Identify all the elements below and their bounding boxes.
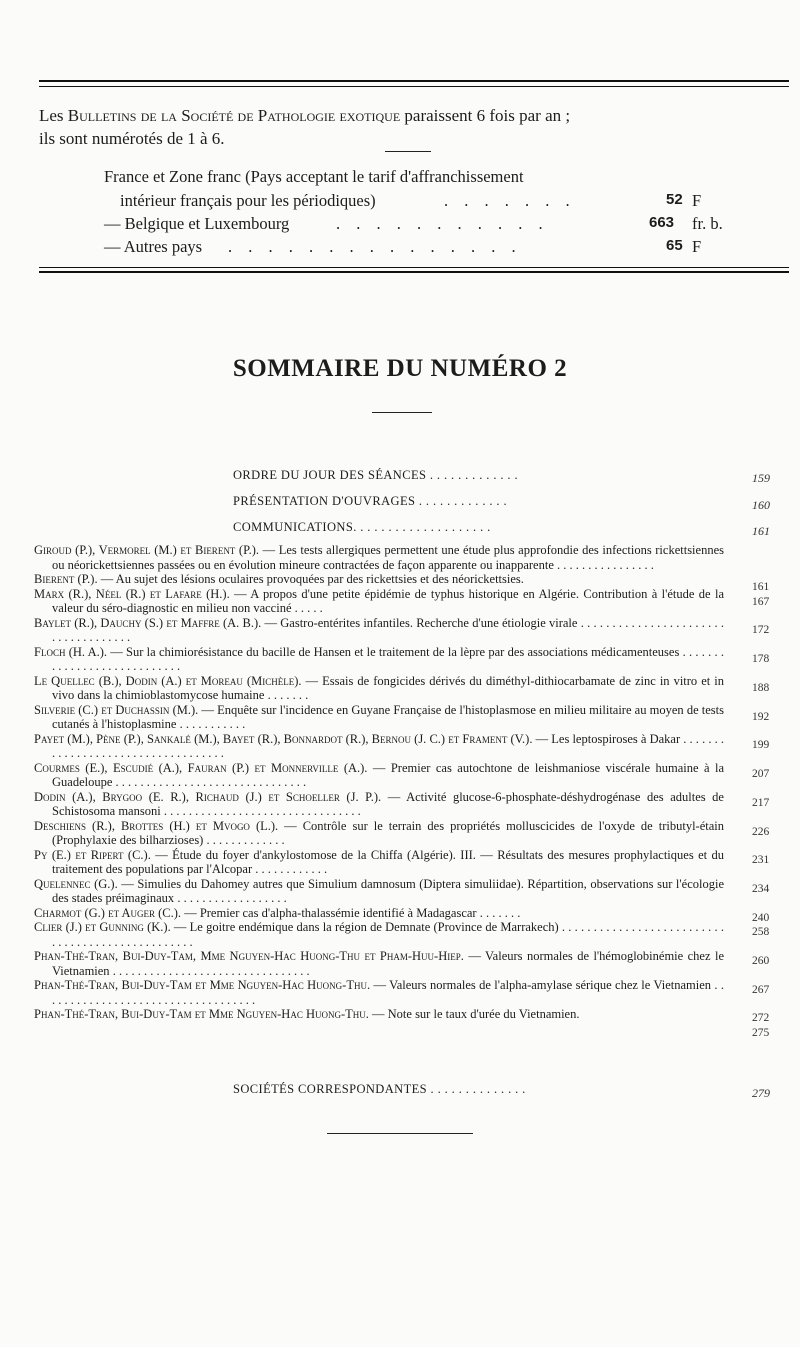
- entry-title: — Premier cas autochtone de leishmaniose viscérale humaine à la Guadeloupe: [52, 760, 724, 789]
- page-title: SOMMAIRE DU NUMÉRO 2: [232, 355, 568, 382]
- section-presentation-page: 160: [752, 498, 770, 512]
- bulletin-suffix: paraissent 6 fois par an ;: [404, 106, 571, 125]
- bulletin-numbering: ils sont numérotés de 1 à 6.: [39, 129, 225, 148]
- entry-authors: Phan-Thé-Tran, Bui-Duy-Tam et Mme Nguyen-Hac Huong-Thu.: [34, 978, 371, 992]
- entry-authors: Clier (J.) et Gunning (K.).: [34, 920, 171, 934]
- top-rule-2: [39, 86, 789, 87]
- list-item: [34, 572, 724, 587]
- list-item: Marx (R.), Néel (R.) et Lafare (H.). — A propos d'une petite épidémie de typhus historique en Algérie. Contribution à l'étude de la valeur du séro-diagnostic en milieu non vacciné . . . . .: [34, 586, 725, 615]
- entry-page: 188: [752, 682, 770, 694]
- list-item: [34, 1007, 724, 1022]
- list-item: Baylet (R.), Dauchy (S.) et Maffre (A. B.). — Gastro-entérites infantiles. Recherche d'une étiologie virale . . . . . . . . . . . . . . . . . . . . . . . . . . . . . . . . . . . .: [34, 615, 725, 644]
- short-divider-1: [385, 151, 431, 152]
- entry-title: — Gastro-entérites infantiles. Recherche d'une étiologie virale: [261, 615, 578, 630]
- list-item: Dodin (A.), Brygoo (E. R.), Richaud (J.) et Schoeller (J. P.). — Activité glucose-6-phosphate-déshydrogénase des adultes de Schistosoma mansoni . . . . . . . . . . . . . . . . . . . . . . . . . . . . . . . .: [34, 789, 724, 818]
- entry-page: 272: [752, 1012, 770, 1024]
- entry-title: — Enquête sur l'incidence en Guyane Française de l'histoplasmose en milieu militaire au moyen de tests cutanés à l'histoplasmine: [52, 702, 724, 731]
- bulletin-prefix: Les: [39, 106, 64, 125]
- entry-authors: Floch (H. A.).: [34, 644, 108, 659]
- entry-page: 217: [752, 797, 770, 809]
- section-societes-label: SOCIÉTÉS CORRESPONDANTES: [233, 1082, 427, 1096]
- section-societes: SOCIÉTÉS CORRESPONDANTES . . . . . . . . . . . . . .: [233, 1082, 526, 1096]
- mid-rule-1: [39, 267, 789, 268]
- list-item: Charmot (G.) et Auger (C.). — Premier cas d'alpha-thalassémie identifié à Madagascar . . . . . . .: [34, 905, 521, 920]
- section-presentation-label: PRÉSENTATION D'OUVRAGES: [233, 494, 416, 508]
- entry-authors: Dodin (A.), Brygoo (E. R.), Richaud (J.) et Schoeller (J. P.).: [34, 789, 382, 804]
- autres-unit: F: [692, 237, 702, 256]
- belgique-label: — Belgique et Luxembourg: [104, 214, 290, 233]
- leader-dots: . . . . . . . . . . . . . . .: [228, 237, 522, 256]
- entry-page: 240: [752, 912, 770, 924]
- bottom-divider: [327, 1133, 473, 1134]
- entry-page: 258: [752, 926, 770, 938]
- entry-title: — A propos d'une petite épidémie de typhus historique en Algérie. Contribution à l'étude de la valeur du séro-diagnostic en milieu non vacciné: [52, 586, 725, 615]
- entry-page: 199: [752, 739, 770, 751]
- section-communications-page: 161: [752, 524, 770, 538]
- entry-page: 172: [752, 624, 770, 636]
- list-item: Phan-Thé-Tran, Bui-Duy-Tam, Mme Nguyen-Hac Huong-Thu et Pham-Huu-Hiep. — Valeurs normales de l'hémoglobinémie chez le Vietnamien . . . . . . . . . . . . . . . . . . . . . . . . . . . . . . . .: [34, 949, 724, 978]
- entry-authors: Charmot (G.) et Auger (C.).: [34, 905, 182, 920]
- entry-authors: Baylet (R.), Dauchy (S.) et Maffre (A. B.).: [34, 615, 262, 630]
- list-item: Le Quellec (B.), Dodin (A.) et Moreau (Michèle). — Essais de fongicides dérivés du diméthyl-dithiocarbamate de zinc in vitro et in vivo dans la chimioblastomycose humaine . . . . . . .: [34, 673, 725, 702]
- entry-title: — Contrôle sur le terrain des propriétés molluscicides de l'oxyde de tributyl-étain (Prophylaxie des bilharzioses): [52, 818, 725, 847]
- entry-authors: Le Quellec (B.), Dodin (A.) et Moreau (Michèle).: [34, 673, 302, 688]
- entry-authors: Courmes (E.), Escudié (A.), Fauran (P.) et Monnerville (A.).: [34, 760, 368, 775]
- section-communications: COMMUNICATIONS. . . . . . . . . . . . . . . . . . . .: [233, 520, 491, 534]
- belgique-amount: 663: [649, 214, 675, 231]
- entry-authors: Phan-Thé-Tran, Bui-Duy-Tam, Mme Nguyen-Hac Huong-Thu et Pham-Huu-Hiep.: [34, 949, 464, 963]
- list-item: Giroud (P.), Vermorel (M.) et Bierent (P.). — Les tests allergiques permettent une étude plus approfondie des infections rickettsiennes ou néorickettsiennes passées ou en évolution mineure contractées de façon apparente ou inapparente . . . . . . . . . . . . . . . .: [34, 543, 724, 572]
- communications-list: [34, 543, 724, 1022]
- section-ordre: ORDRE DU JOUR DES SÉANCES . . . . . . . . . . . . .: [233, 468, 519, 482]
- list-item: Phan-Thé-Tran, Bui-Duy-Tam et Mme Nguyen-Hac Huong-Thu. — Valeurs normales de l'alpha-amylase sérique chez le Vietnamien . . . . . . . . . . . . . . . . . . . . . . . . . . . . . . . . . . .: [34, 978, 725, 1007]
- entry-title: — Étude du foyer d'ankylostomose de la Chiffa (Algérie). III. — Résultats des mesures prophylactiques et du traitement des populations par l'Alcopar: [52, 847, 724, 876]
- autres-label: — Autres pays: [104, 237, 203, 256]
- section-ordre-label: ORDRE DU JOUR DES SÉANCES: [233, 468, 427, 482]
- entry-authors: Giroud (P.), Vermorel (M.) et Bierent (P.).: [34, 543, 260, 557]
- entry-authors: Deschiens (R.), Brottes (H.) et Mvogo (L.).: [34, 818, 279, 833]
- section-presentation: PRÉSENTATION D'OUVRAGES . . . . . . . . . . . . .: [233, 494, 507, 508]
- entry-authors: Bierent (P.).: [34, 572, 98, 586]
- list-item: Floch (H. A.). — Sur la chimiorésistance du bacille de Hansen et le traitement de la lèpre par des associations médicamenteuses . . . . . . . . . . . . . . . . . . . . . . . . . . . .: [34, 644, 724, 673]
- list-item: Py (E.) et Ripert (C.). — Étude du foyer d'ankylostomose de la Chiffa (Algérie). III. — Résultats des mesures prophylactiques et du traitement des populations par l'Alcopar . . . . . . . . . . . .: [34, 847, 724, 876]
- entry-title: — Le goitre endémique dans la région de Demnate (Province de Marrakech): [170, 920, 559, 934]
- entry-page: 192: [752, 711, 770, 723]
- top-rule-1: [39, 80, 789, 82]
- section-ordre-page: 159: [752, 471, 770, 485]
- belgique-unit: fr. b.: [692, 214, 723, 233]
- entry-title: — Au sujet des lésions oculaires provoquées par des rickettsies et des néorickettsies.: [97, 572, 524, 586]
- list-item: Silverie (C.) et Duchassin (M.). — Enquête sur l'incidence en Guyane Française de l'histoplasmose en milieu militaire au moyen de tests cutanés à l'histoplasmine . . . . . . . . . . .: [34, 702, 724, 731]
- entry-page: 161: [752, 581, 770, 593]
- entry-page: 275: [752, 1027, 770, 1039]
- entry-page: 231: [752, 854, 770, 866]
- list-item: Quelennec (G.). — Simulies du Dahomey autres que Simulium damnosum (Diptera simuliidae). Répartition, observations sur l'écologie des stades préimaginaux . . . . . . . . . . . . . . . . . .: [34, 876, 724, 905]
- entry-authors: Payet (M.), Pène (P.), Sankalé (M.), Bayet (R.), Bonnardot (R.), Bernou (J. C.) et Frament (V.).: [34, 731, 533, 746]
- bulletin-notice: [39, 104, 789, 150]
- entry-page: 234: [752, 883, 770, 895]
- list-item: Clier (J.) et Gunning (K.). — Le goitre endémique dans la région de Demnate (Province de Marrakech) . . . . . . . . . . . . . . . . . . . . . . . . . . . . . . . . . . . . . . . . . . . . . . . . .: [34, 920, 724, 949]
- entry-title: — Sur la chimiorésistance du bacille de Hansen et le traitement de la lèpre par des associations médicamenteuses: [107, 644, 680, 659]
- entry-authors: Silverie (C.) et Duchassin (M.).: [34, 702, 199, 717]
- entry-title: — Simulies du Dahomey autres que Simulium damnosum (Diptera simuliidae). Répartition, observations sur l'écologie des stades préimaginaux: [52, 876, 724, 905]
- entry-page: 260: [752, 955, 770, 967]
- entry-page: 167: [752, 596, 770, 608]
- entry-authors: Marx (R.), Néel (R.) et Lafare (H.).: [34, 586, 230, 601]
- france-unit: F: [692, 191, 702, 210]
- entry-page: 207: [752, 768, 770, 780]
- entry-title: — Premier cas d'alpha-thalassémie identifié à Madagascar: [181, 905, 477, 920]
- entry-title: — Les leptospiroses à Dakar: [532, 731, 681, 746]
- leader-dots: . . . . . . .: [444, 191, 576, 210]
- france-amount: 52: [666, 191, 683, 208]
- entry-authors: Phan-Thé-Tran, Bui-Duy-Tam et Mme Nguyen-Hac Huong-Thu.: [34, 1007, 369, 1021]
- france-label-2: intérieur français pour les périodiques): [120, 191, 376, 210]
- list-item: Courmes (E.), Escudié (A.), Fauran (P.) et Monnerville (A.). — Premier cas autochtone de leishmaniose viscérale humaine à la Guadeloupe . . . . . . . . . . . . . . . . . . . . . . . . . . . . . . .: [34, 760, 724, 789]
- list-item: Deschiens (R.), Brottes (H.) et Mvogo (L.). — Contrôle sur le terrain des propriétés molluscicides de l'oxyde de tributyl-étain (Prophylaxie des bilharzioses) . . . . . . . . . . . . .: [34, 818, 725, 847]
- list-item: Payet (M.), Pène (P.), Sankalé (M.), Bayet (R.), Bonnardot (R.), Bernou (J. C.) et Frament (V.). — Les leptospiroses à Dakar . . . . . . . . . . . . . . . . . . . . . . . . . . . . . . . . . . .: [34, 731, 725, 760]
- entry-authors: Py (E.) et Ripert (C.).: [34, 847, 151, 862]
- mid-rule-2: [39, 271, 789, 273]
- entry-title: — Valeurs normales de l'alpha-amylase sérique chez le Vietnamien: [370, 978, 712, 992]
- autres-amount: 65: [666, 237, 683, 254]
- france-label-1: France et Zone franc (Pays acceptant le tarif d'affranchissement: [104, 167, 524, 186]
- leader-dots: . . . . . . . . . . .: [336, 214, 549, 233]
- bulletin-name: Bulletins de la Société de Pathologie exotique: [67, 106, 401, 125]
- entry-title: — Activité glucose-6-phosphate-déshydrogénase des adultes de Schistosoma mansoni: [52, 789, 724, 818]
- entry-title: — Valeurs normales de l'hémoglobinémie chez le Vietnamien: [52, 949, 724, 978]
- section-communications-label: COMMUNICATIONS: [233, 520, 354, 534]
- section-societes-page: 279: [752, 1086, 770, 1100]
- entry-authors: Quelennec (G.).: [34, 876, 118, 891]
- entry-title: — Essais de fongicides dérivés du diméthyl-dithiocarbamate de zinc in vitro et in vivo dans la chimioblastomycose humaine: [52, 673, 725, 702]
- entry-page: 178: [752, 653, 770, 665]
- entry-page: 267: [752, 984, 770, 996]
- title-divider: [372, 412, 432, 413]
- entry-title: — Note sur le taux d'urée du Vietnamien.: [368, 1007, 580, 1021]
- entry-page: 226: [752, 826, 770, 838]
- entry-title: — Les tests allergiques permettent une étude plus approfondie des infections rickettsiennes ou néorickettsiennes passées ou en évolution mineure contractées de façon apparente ou inapparente: [52, 543, 724, 572]
